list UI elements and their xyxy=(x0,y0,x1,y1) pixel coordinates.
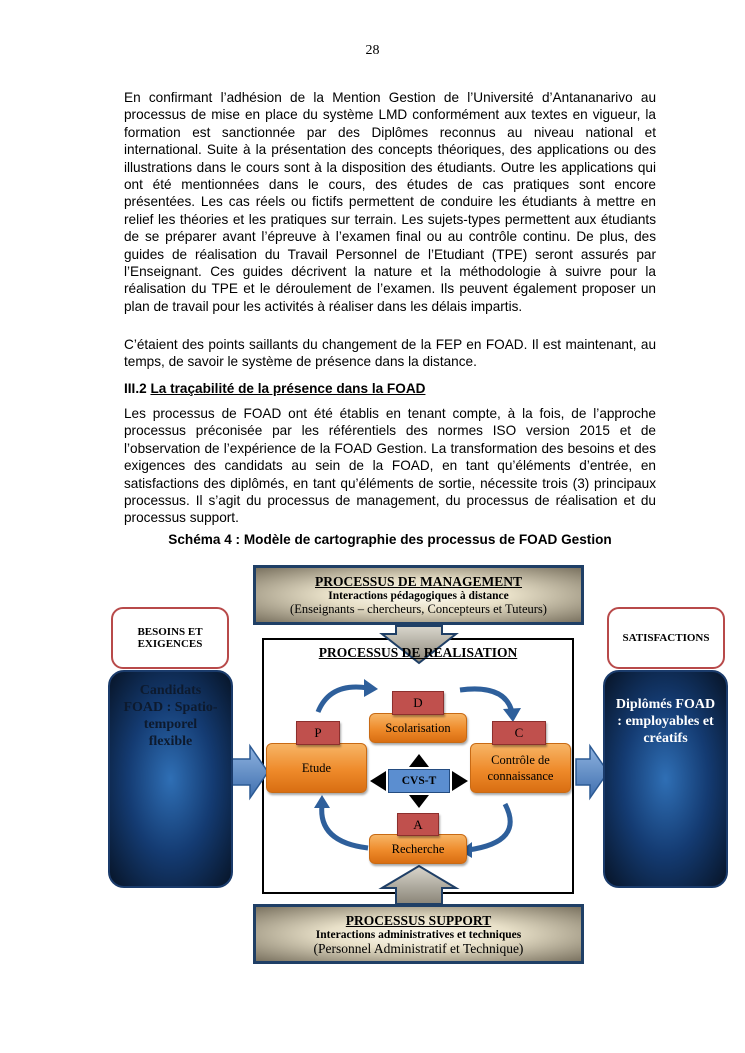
support-title: PROCESSUS SUPPORT xyxy=(345,913,492,928)
letter-p: P xyxy=(296,721,340,745)
paragraph-1-text: En confirmant l’adhésion de la Mention Gestion de l’Université d’Antananarivo au processus de mise en place du système LMD conformément aux textes en vigueur, la formation est sanctionnée par des Diplômes reconnus au niveau national et international. Suite à la présentation des concepts théoriques, des applications ou des illustrations dans le cours sont à la disposition des étudiants. Outre les applications qui ont été mentionnées dans le cours, des études de cas pratiques sont encore présentées. Les cas réels ou fictifs permettent de conduire les étudiants à mettre en relief les théories et les pratiques sur terrain. Les sujets-types permettent aux étudiants de se préparer avant l’épreuve à l’examen final ou au contrôle continu. De plus, des guides de réalisation du Travail Personnel de l’Etudiant (TPE) seront assurés par l’Enseignant. Ces guides décrivent la nature et la méthodologie à suivre pour la réalisation du TPE et le déroulement de l’examen. Ils peuvent également proposer un plan de travail pour les activités à réaliser dans les délais impartis. xyxy=(124,90,656,314)
management-subtitle: Interactions pédagogiques à distance xyxy=(328,590,509,602)
cycle-arrow-top-left xyxy=(318,687,368,712)
section-title: La traçabilité de la présence dans la FOAD xyxy=(150,381,426,396)
cycle-arrow-bottom-right xyxy=(468,804,510,850)
cycle-arrow-top-right xyxy=(460,689,512,712)
support-up-arrow xyxy=(382,866,456,904)
diplomes-text: Diplômés FOAD : employables et créatifs xyxy=(615,697,716,746)
page-number: 28 xyxy=(365,43,380,58)
center-arrow-down xyxy=(409,795,429,808)
center-arrow-right xyxy=(452,771,468,791)
management-title: PROCESSUS DE MANAGEMENT xyxy=(314,574,523,589)
realisation-title: PROCESSUS DE REALISATION xyxy=(318,645,518,660)
step-controle: Contrôle de connaissance xyxy=(470,743,571,793)
section-number: III.2 xyxy=(124,381,151,396)
support-subtitle: Interactions administratives et techniques xyxy=(315,929,522,941)
step-etude: Etude xyxy=(266,743,367,793)
satisfactions-box: SATISFACTIONS xyxy=(607,607,725,669)
step-scolarisation: Scolarisation xyxy=(369,713,467,743)
step-recherche: Recherche xyxy=(369,834,467,864)
letter-c: C xyxy=(492,721,546,745)
paragraph-2-text: C’étaient des points saillants du changement de la FEP en FOAD. Il est maintenant, au temps, de savoir le système de présence dans la distance. xyxy=(124,337,656,370)
letter-a: A xyxy=(397,813,439,836)
input-arrow xyxy=(231,746,268,798)
besoins-box: BESOINS ET EXIGENCES xyxy=(111,607,229,669)
candidats-box xyxy=(108,670,233,888)
letter-d: D xyxy=(392,691,444,715)
support-detail: (Personnel Administratif et Technique) xyxy=(313,941,524,956)
center-arrow-left xyxy=(370,771,386,791)
paragraph-3-text: Les processus de FOAD ont été établis en tenant compte, à la fois, de l’approche processus préconisée par les référentiels des normes ISO version 2015 et de l’observation de l’expérience de la FOAD Gestion. La transformation des besoins et des exigences des candidats au sein de la FOAD, en tant qu’éléments d’entrée, en satisfactions des diplômés, en tant qu’éléments de sortie, nécessite trois (3) principaux processus. Il s’agit du processus de management, du processus de réalisation et du processus support. xyxy=(124,406,656,526)
support-process-box xyxy=(253,904,584,964)
figure-caption: Schéma 4 : Modèle de cartographie des processus de FOAD Gestion xyxy=(168,532,612,547)
diplomes-box xyxy=(603,670,728,888)
cvs-t-box: CVS-T xyxy=(388,769,450,793)
center-arrow-up xyxy=(409,754,429,767)
management-detail: (Enseignants – chercheurs, Concepteurs et Tuteurs) xyxy=(290,602,547,616)
cycle-arrow-bottom-left xyxy=(322,805,368,848)
candidats-text: Candidats FOAD : Spatio-temporel flexible xyxy=(123,683,218,749)
management-process-box xyxy=(253,565,584,625)
